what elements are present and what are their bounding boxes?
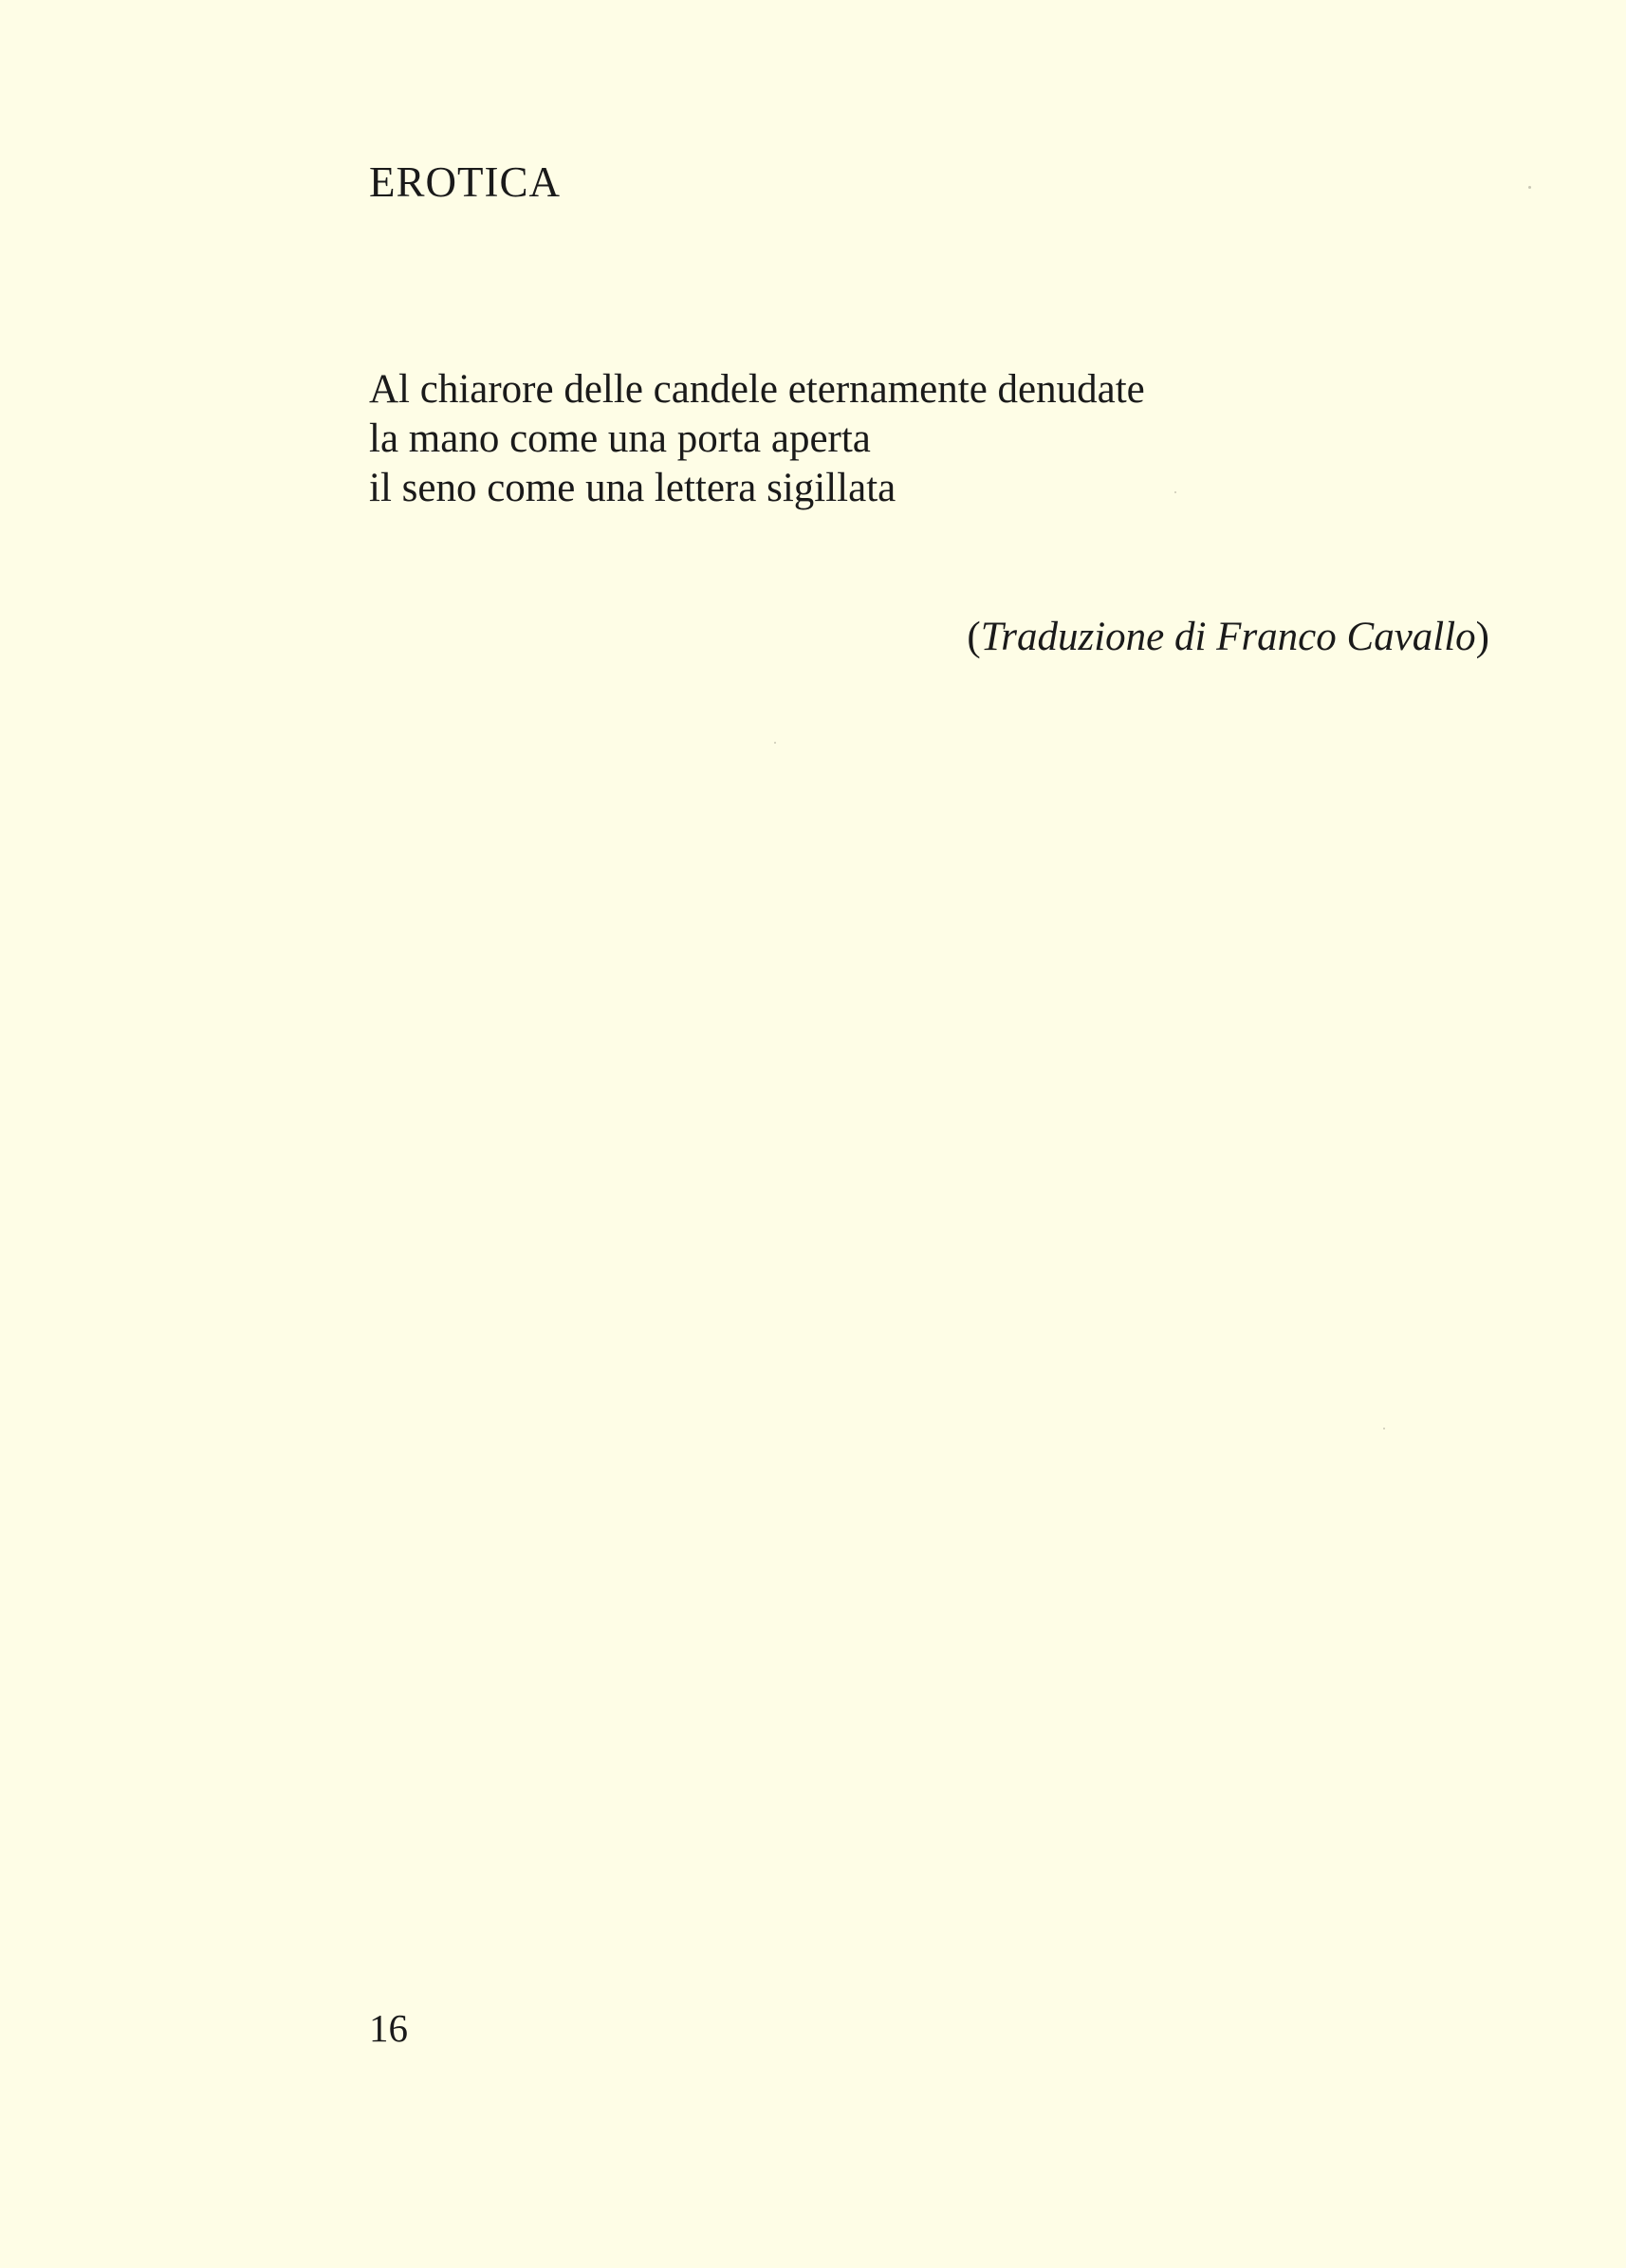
poem-body (369, 365, 1145, 513)
paper-speck (1383, 1428, 1385, 1429)
translator-credit-text: Traduzione di Franco Cavallo (980, 615, 1476, 659)
poem-line: Al chiarore delle candele eternamente denudate (369, 367, 1145, 412)
paper-speck (774, 742, 776, 744)
open-parenthesis: ( (967, 615, 981, 659)
paper-speck (1174, 491, 1176, 493)
translation-credit (967, 617, 1489, 657)
poem-line: il seno come una lettera sigillata (369, 466, 896, 510)
paper-speck (1528, 186, 1531, 189)
poem-line: la mano come una porta aperta (369, 416, 871, 461)
poem-title: EROTICA (369, 158, 561, 206)
page-number: 16 (369, 2006, 408, 2050)
close-parenthesis: ) (1475, 615, 1489, 659)
